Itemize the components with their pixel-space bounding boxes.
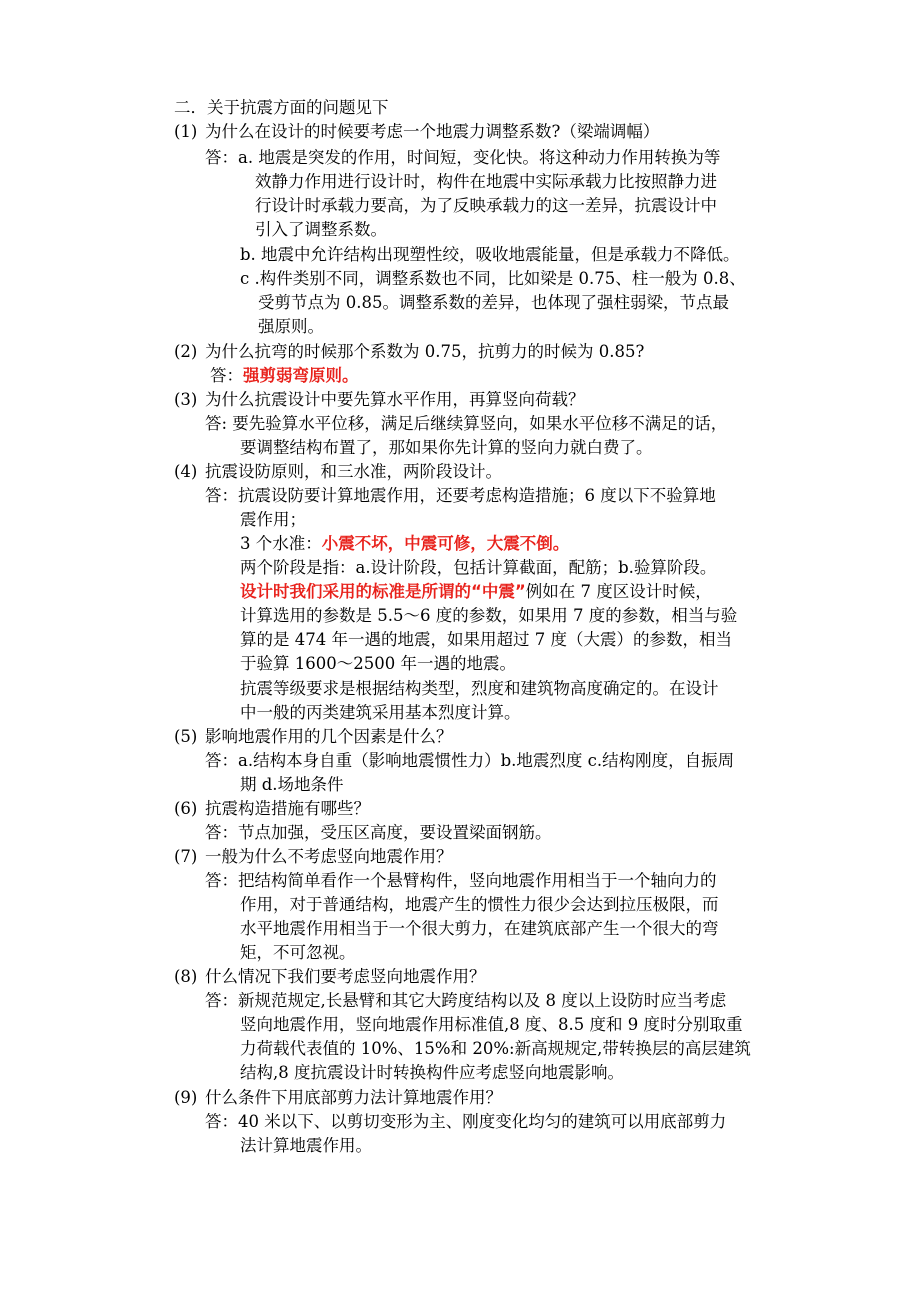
- answer-line: 效静力作用进行设计时，构件在地震中实际承载力比按照静力进: [255, 172, 717, 191]
- answer-line: 答：抗震设防要计算地震作用，还要考虑构造措施；6 度以下不验算地: [205, 486, 716, 505]
- answer-line: 矩，不可忽视。: [240, 943, 356, 962]
- question-text: 为什么抗震设计中要先算水平作用，再算竖向荷载？: [205, 390, 585, 409]
- answer-line: c .构件类别不同，调整系数也不同，比如梁是 0.75、柱一般为 0.8、: [240, 269, 746, 288]
- question-text: 什么情况下我们要考虑竖向地震作用？: [205, 967, 486, 986]
- level-prefix: 3 个水准：: [240, 534, 322, 553]
- answer-line: 强原则。: [258, 317, 324, 336]
- answer-line: 作用，对于普通结构，地震产生的惯性力很少会达到拉压极限，而: [240, 895, 719, 914]
- answer-line: 受剪节点为 0.85。调整系数的差异，也体现了强柱弱梁，节点最: [258, 293, 729, 312]
- question-number: (3): [174, 390, 198, 409]
- answer-line: 于验算 1600～2500 年一遇的地震。: [240, 654, 516, 673]
- answer-line: 答：40 米以下、以剪切变形为主、刚度变化均匀的建筑可以用底部剪力: [205, 1112, 727, 1131]
- highlighted-answer: 小震不坏，中震可修，大震不倒。: [321, 534, 570, 553]
- answer-line: 两个阶段是指：a.设计阶段，包括计算截面，配筋；b.验算阶段。: [240, 558, 717, 577]
- question-number: (9): [174, 1088, 198, 1107]
- answer-line: 答：a.结构本身自重（影响地震惯性力）b.地震烈度 c.结构刚度，自振周: [205, 751, 735, 770]
- highlighted-answer: 强剪弱弯原则。: [243, 366, 359, 385]
- answer-line: 水平地震作用相当于一个很大剪力，在建筑底部产生一个很大的弯: [240, 919, 719, 938]
- answer-line: 行设计时承载力要高，为了反映承载力的这一差异，抗震设计中: [255, 196, 717, 215]
- answer-line: 震作用；: [240, 510, 306, 529]
- answer-line: 要调整结构布置了，那如果你先计算的竖向力就白费了。: [240, 438, 653, 457]
- question-text: 什么条件下用底部剪力法计算地震作用？: [205, 1088, 502, 1107]
- answer-line: b. 地震中允许结构出现塑性绞，吸收地震能量，但是承载力不降低。: [240, 245, 740, 264]
- answer-line: 结构,8 度抗震设计时转换构件应考虑竖向地震影响。: [240, 1063, 624, 1082]
- answer-line: 算的是 474 年一遇的地震，如果用超过 7 度（大震）的参数，相当: [240, 630, 732, 649]
- answer-line: [240, 580, 712, 604]
- answer-text: 例如在 7 度区设计时候，: [525, 582, 712, 601]
- question-number: (7): [174, 847, 198, 866]
- answer-line: 答: 要先验算水平位移，满足后继续算竖向，如果水平位移不满足的话，: [205, 414, 728, 433]
- answer-line: 答：a. 地震是突发的作用，时间短，变化快。将这种动力作用转换为等: [205, 148, 721, 167]
- answer-line: 答：把结构简单看作一个悬臂构件，竖向地震作用相当于一个轴向力的: [205, 871, 717, 890]
- section-heading: 二．关于抗震方面的问题见下: [174, 98, 389, 117]
- answer-line: 法计算地震作用。: [240, 1136, 372, 1155]
- question-number: (2): [174, 342, 198, 361]
- question-number: (4): [174, 462, 198, 481]
- question-number: (8): [174, 967, 198, 986]
- answer-line: 抗震等级要求是根据结构类型，烈度和建筑物高度确定的。在设计: [240, 679, 719, 698]
- answer-line: 竖向地震作用，竖向地震作用标准值,8 度、8.5 度和 9 度时分别取重: [240, 1015, 743, 1034]
- answer-line: 答：新规范规定,长悬臂和其它大跨度结构以及 8 度以上设防时应当考虑: [205, 991, 727, 1010]
- answer-line: [240, 532, 569, 556]
- question-text: 为什么在设计的时候要考虑一个地震力调整系数?（梁端调幅）: [205, 122, 660, 141]
- answer-line: 力荷载代表值的 10%、15%和 20%:新高规规定,带转换层的高层建筑: [240, 1039, 751, 1058]
- question-number: (1): [174, 122, 198, 141]
- answer-line: 答：节点加强，受压区高度，要设置梁面钢筋。: [205, 823, 552, 842]
- answer-line: 期 d.场地条件: [240, 775, 344, 794]
- answer-line: 引入了调整系数。: [255, 220, 387, 239]
- answer-line: 计算选用的参数是 5.5～6 度的参数，如果用 7 度的参数，相当与验: [240, 606, 738, 625]
- question-text: 为什么抗弯的时候那个系数为 0.75，抗剪力的时候为 0.85?: [205, 342, 645, 361]
- answer-prefix: 答：: [210, 366, 243, 385]
- highlighted-answer: 设计时我们采用的标准是所谓的“中震”: [240, 582, 526, 601]
- answer-line: [210, 364, 359, 388]
- question-text: 抗震设防原则，和三水准，两阶段设计。: [205, 462, 502, 481]
- question-text: 抗震构造措施有哪些？: [205, 799, 370, 818]
- question-text: 影响地震作用的几个因素是什么？: [205, 727, 453, 746]
- answer-line: 中一般的丙类建筑采用基本烈度计算。: [240, 703, 521, 722]
- question-number: (5): [174, 727, 198, 746]
- question-text: 一般为什么不考虑竖向地震作用？: [205, 847, 453, 866]
- question-number: (6): [174, 799, 198, 818]
